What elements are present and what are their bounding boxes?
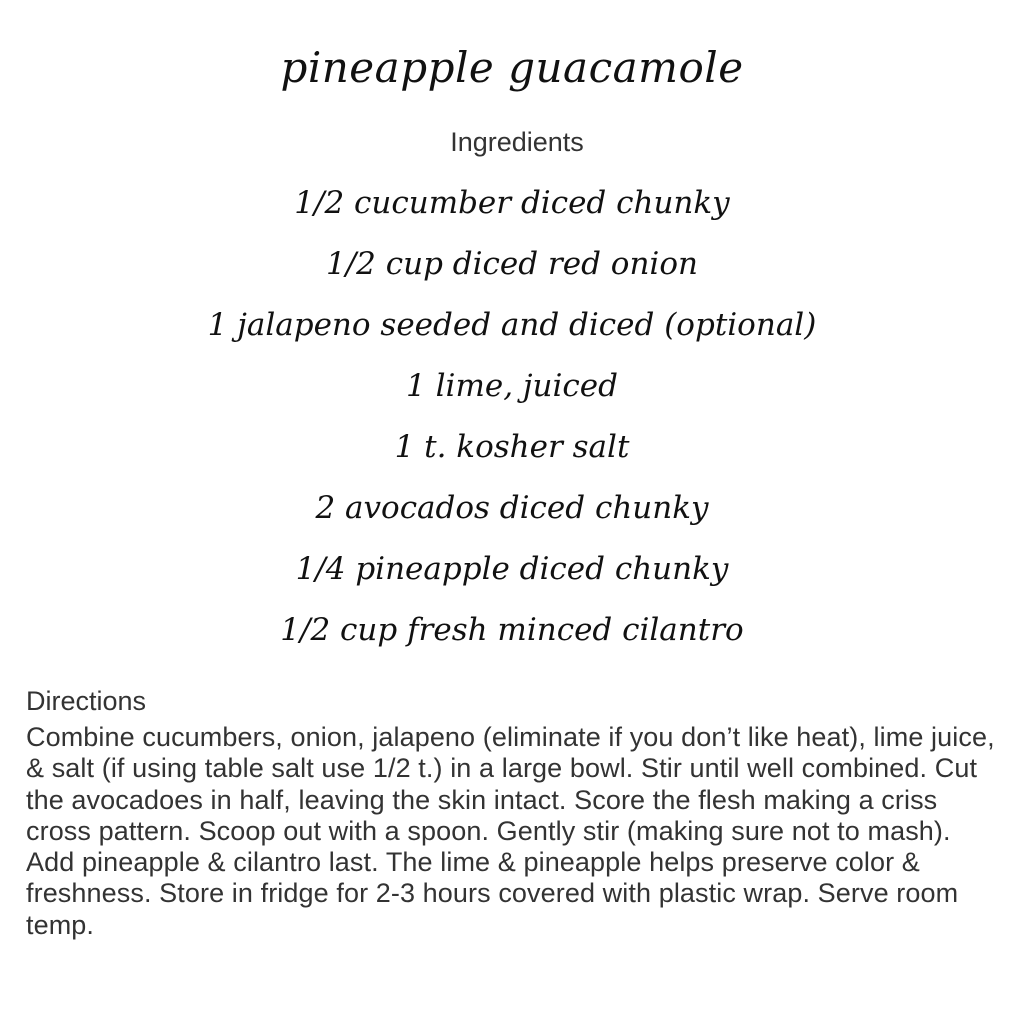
ingredient-item: 1/2 cucumber diced chunky bbox=[294, 185, 730, 221]
directions-heading: Directions bbox=[26, 686, 147, 716]
recipe-title: pineapple guacamole bbox=[280, 43, 744, 92]
directions-text: Combine cucumbers, onion, jalapeno (eliminate if you don’t like heat), lime juice, & salt (if using table salt use 1/2 t.) in a large bowl. Stir until well combined. Cut the avocadoes in half, leaving the skin intact. Score the flesh making a criss cross pattern. Scoop out with a spoon. Gently stir (making sure not to mash). Add pineapple & cilantro last. The lime & pineapple helps preserve color & freshness. Store in fridge for 2-3 hours covered with plastic wrap. Serve room temp. bbox=[26, 722, 995, 940]
ingredient-item: 1/4 pineapple diced chunky bbox=[295, 551, 729, 587]
ingredient-item: 1 lime, juiced bbox=[406, 368, 618, 404]
ingredients-heading: Ingredients bbox=[450, 127, 584, 157]
ingredient-item: 1 t. kosher salt bbox=[394, 429, 630, 465]
ingredient-item: 2 avocados diced chunky bbox=[315, 490, 709, 526]
ingredient-item: 1/2 cup fresh minced cilantro bbox=[280, 612, 744, 648]
ingredient-item: 1 jalapeno seeded and diced (optional) bbox=[207, 307, 817, 343]
ingredient-item: 1/2 cup diced red onion bbox=[326, 246, 698, 282]
